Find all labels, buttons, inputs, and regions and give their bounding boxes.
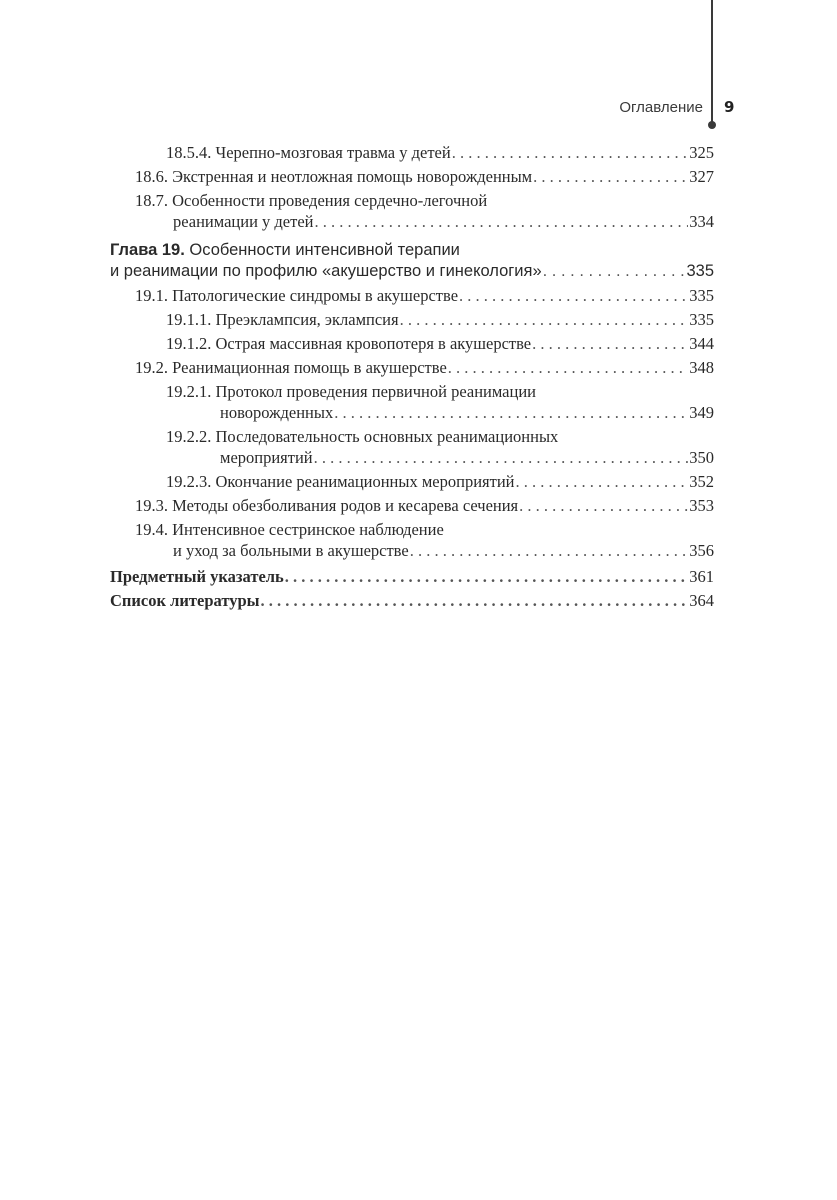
toc-entry-title: 19.2.2. Последовательность основных реанимационных	[166, 427, 559, 446]
toc-entry[interactable]	[110, 357, 714, 378]
toc-entry[interactable]	[110, 590, 714, 611]
toc-entry-title-continued: новорожденных	[220, 403, 334, 422]
toc-page-number: 361	[689, 567, 714, 586]
toc-entry-title-continued: мероприятий	[220, 448, 313, 467]
toc-page-number: 335	[689, 310, 714, 329]
toc-page-number: 352	[689, 472, 714, 491]
running-title: Оглавление	[619, 99, 703, 116]
toc-entry[interactable]	[110, 190, 714, 232]
toc-entry[interactable]	[110, 426, 714, 468]
leader-dots	[261, 590, 689, 611]
toc-page-number: 335	[686, 262, 714, 280]
toc-entry[interactable]	[110, 566, 714, 587]
toc-entry-title: 18.6. Экстренная и неотложная помощь новорожденным	[135, 167, 533, 186]
toc-page-number: 334	[689, 212, 714, 231]
toc-page-number: 350	[689, 448, 714, 467]
toc-entry[interactable]	[110, 166, 714, 187]
toc-page-number: 353	[689, 496, 714, 515]
toc-entry-title: 18.5.4. Черепно-мозговая травма у детей	[166, 143, 451, 162]
leader-dots	[533, 166, 688, 187]
toc-entry[interactable]	[110, 495, 714, 516]
toc-page-number: 335	[689, 286, 714, 305]
leader-dots	[400, 309, 689, 330]
toc-entry-title: Список литературы	[110, 591, 260, 610]
table-of-contents	[110, 142, 714, 611]
toc-entry-title: 19.2.3. Окончание реанимационных мероприятий	[166, 472, 515, 491]
toc-chapter-entry[interactable]	[110, 240, 714, 282]
toc-entry-title-continued: и уход за больными в акушерстве	[173, 541, 409, 560]
toc-entry-title: Предметный указатель	[110, 567, 284, 586]
leader-dots	[314, 211, 688, 232]
leader-dots	[543, 261, 686, 282]
header-rule-dot	[708, 121, 716, 129]
leader-dots	[410, 540, 689, 561]
toc-page-number: 327	[689, 167, 714, 186]
toc-entry-title: 19.1.2. Острая массивная кровопотеря в акушерстве	[166, 334, 532, 353]
toc-entry[interactable]	[110, 471, 714, 492]
toc-entry-title: 19.4. Интенсивное сестринское наблюдение	[135, 520, 444, 539]
leader-dots	[334, 402, 688, 423]
toc-entry-title: 19.1.1. Преэклампсия, эклампсия	[166, 310, 399, 329]
toc-entry[interactable]	[110, 381, 714, 423]
toc-entry[interactable]	[110, 333, 714, 354]
toc-page-number: 325	[689, 143, 714, 162]
toc-page-number: 349	[689, 403, 714, 422]
toc-entry-title: 19.2. Реанимационная помощь в акушерстве	[135, 358, 447, 377]
leader-dots	[459, 285, 688, 306]
leader-dots	[452, 142, 689, 163]
toc-page-number: 356	[689, 541, 714, 560]
toc-entry[interactable]	[110, 519, 714, 561]
leader-dots	[519, 495, 688, 516]
toc-entry-title: 19.2.1. Протокол проведения первичной реанимации	[166, 382, 536, 401]
chapter-title-continued: и реанимации по профилю «акушерство и гинекология»	[110, 262, 542, 280]
toc-entry-title: 19.3. Методы обезболивания родов и кесарева сечения	[135, 496, 519, 515]
toc-entry[interactable]	[110, 142, 714, 163]
page-number: 9	[724, 98, 735, 116]
toc-entry[interactable]	[110, 285, 714, 306]
toc-entry-title: 18.7. Особенности проведения сердечно-легочной	[135, 191, 488, 210]
toc-entry-title-continued: реанимации у детей	[173, 212, 314, 231]
toc-entry-title: 19.1. Патологические синдромы в акушерстве	[135, 286, 459, 305]
toc-entry[interactable]	[110, 309, 714, 330]
header-vertical-rule	[711, 0, 713, 124]
leader-dots	[448, 357, 688, 378]
toc-page-number: 344	[689, 334, 714, 353]
chapter-label: Глава 19.	[110, 241, 185, 259]
toc-page-number: 364	[689, 591, 714, 610]
leader-dots	[532, 333, 688, 354]
toc-page-number: 348	[689, 358, 714, 377]
leader-dots	[515, 471, 688, 492]
leader-dots	[314, 447, 689, 468]
chapter-title: Особенности интенсивной терапии	[189, 241, 460, 259]
leader-dots	[285, 566, 688, 587]
